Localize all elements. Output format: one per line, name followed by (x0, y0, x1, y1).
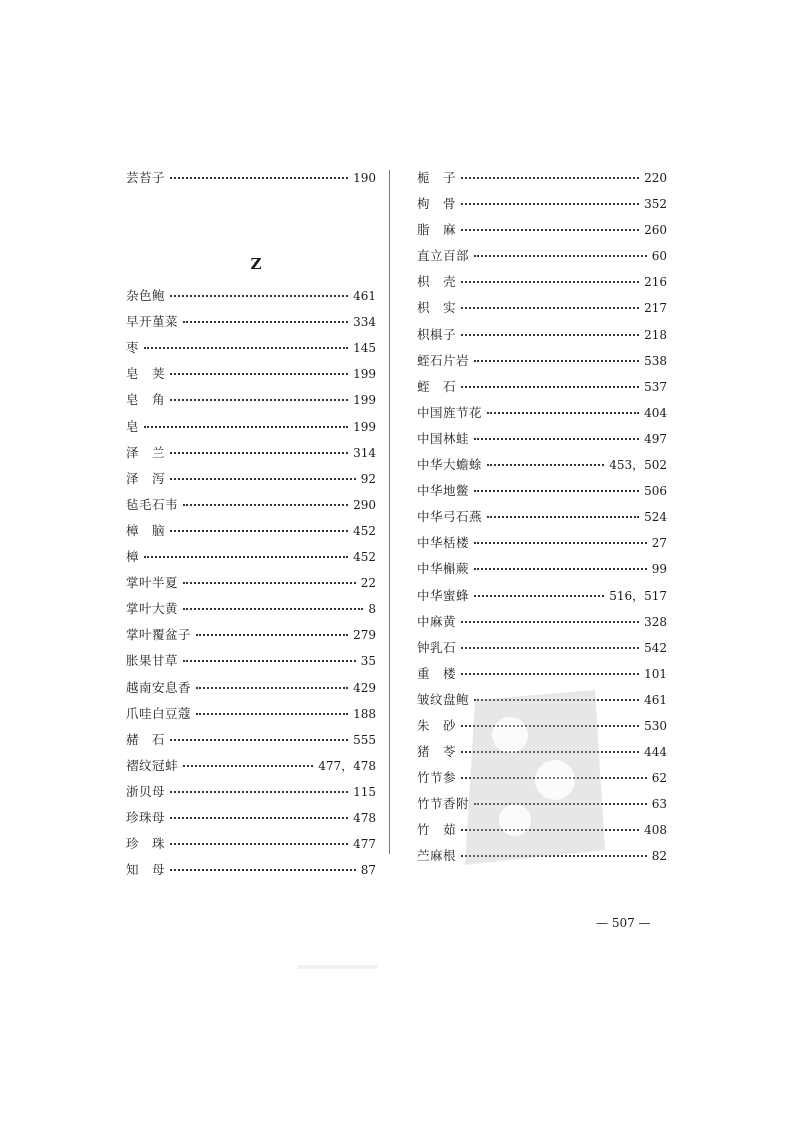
dot-leader (170, 529, 348, 532)
index-entry (126, 547, 376, 573)
dot-leader (170, 790, 348, 793)
entry-page-number: 218 (644, 327, 667, 342)
entry-term: 泽 泻 (126, 470, 166, 486)
index-column-left (126, 168, 376, 886)
entry-term: 枳 实 (417, 300, 457, 316)
entry-term: 竹节香附 (417, 796, 470, 812)
dot-leader (170, 816, 348, 819)
entry-page-number: 461 (353, 289, 376, 304)
entry-term: 苎麻根 (417, 848, 457, 864)
index-entry (126, 834, 376, 860)
entry-term: 枳 壳 (417, 274, 457, 290)
entry-page-number: 290 (353, 497, 376, 512)
entry-term: 珍 珠 (126, 836, 166, 852)
section-gap (126, 194, 376, 248)
entry-term: 樟 (126, 549, 140, 565)
entry-term: 猪 苓 (417, 744, 457, 760)
entry-page-number: 145 (353, 341, 376, 356)
index-entry (417, 194, 667, 220)
entry-page-number: 87 (360, 863, 376, 878)
dot-leader (144, 555, 348, 558)
entry-page-number: 260 (644, 223, 667, 238)
entry-page-number: 35 (360, 654, 376, 669)
entry-page-number: 188 (353, 706, 376, 721)
entry-term: 爪哇白豆蔻 (126, 705, 192, 721)
index-entry (126, 286, 376, 312)
entry-term: 中华大蟾蜍 (417, 457, 483, 473)
dot-leader (474, 594, 604, 597)
entry-page-number: 82 (651, 849, 667, 864)
dot-leader (144, 346, 348, 349)
entry-page-number: 60 (651, 249, 667, 264)
dot-leader (170, 842, 348, 845)
entry-page-number: 22 (360, 576, 376, 591)
entry-page-number: 279 (353, 628, 376, 643)
entry-term: 珍珠母 (126, 809, 166, 825)
index-entry (126, 756, 376, 782)
entry-term: 皂 (126, 418, 140, 434)
dot-leader (461, 280, 639, 283)
entry-term: 胀果甘草 (126, 653, 179, 669)
index-entry (417, 638, 667, 664)
dot-leader (461, 202, 639, 205)
entry-page-number: 538 (644, 353, 667, 368)
entry-page-number: 555 (353, 732, 376, 747)
entry-page-number: 477 (353, 837, 376, 852)
index-entry (417, 272, 667, 298)
dot-leader (144, 425, 348, 428)
entry-page-number: 199 (353, 419, 376, 434)
entry-page-number: 220 (644, 171, 667, 185)
index-entry (417, 664, 667, 690)
watermark-stamp (455, 690, 605, 865)
entry-page-number: 190 (353, 171, 376, 185)
dot-leader (170, 372, 348, 375)
dot-leader (474, 541, 647, 544)
dot-leader (170, 176, 348, 179)
section-letter: Z (250, 255, 262, 274)
entry-page-number: 199 (353, 393, 376, 408)
entry-term: 竹节参 (417, 770, 457, 786)
entry-term: 中国旌节花 (417, 404, 483, 420)
entry-page-number: 314 (353, 445, 376, 460)
page-number: — 507 — (596, 916, 651, 930)
dot-leader (170, 477, 356, 480)
entry-page-number: 404 (644, 405, 667, 420)
dot-leader (461, 385, 639, 388)
index-entry (126, 599, 376, 625)
dot-leader (474, 567, 647, 570)
index-entry (417, 298, 667, 324)
index-entry (417, 168, 667, 194)
entry-term: 直立百部 (417, 248, 470, 264)
dot-leader (461, 306, 639, 309)
dot-leader (170, 868, 356, 871)
entry-term: 越南安息香 (126, 679, 192, 695)
index-entry (417, 429, 667, 455)
entry-page-number: 477，478 (318, 758, 376, 773)
entry-page-number: 352 (644, 197, 667, 212)
entry-page-number: 537 (644, 379, 667, 394)
entry-page-number: 506 (644, 484, 667, 499)
index-entry (126, 678, 376, 704)
entry-page-number: 216 (644, 275, 667, 290)
dot-leader (461, 620, 639, 623)
entry-term: 钟乳石 (417, 639, 457, 655)
entry-term: 中华地鳖 (417, 483, 470, 499)
index-entry (417, 403, 667, 429)
column-divider (389, 170, 390, 854)
index-entry (126, 338, 376, 364)
entry-term: 掌叶大黄 (126, 601, 179, 617)
entry-term: 重 楼 (417, 665, 457, 681)
dot-leader (170, 294, 348, 297)
entry-page-number: 452 (353, 523, 376, 538)
index-entry (417, 455, 667, 481)
dot-leader (474, 359, 639, 362)
dot-leader (461, 672, 639, 675)
entry-term: 毡毛石韦 (126, 496, 179, 512)
entry-term: 枸 骨 (417, 196, 457, 212)
entry-term: 浙贝母 (126, 783, 166, 799)
entry-term: 竹 茹 (417, 822, 457, 838)
entry-term: 枣 (126, 340, 140, 356)
entry-term: 栀 子 (417, 170, 457, 185)
entry-term: 脂 麻 (417, 222, 457, 238)
index-entry (417, 586, 667, 612)
entry-page-number: 101 (644, 666, 667, 681)
index-entry (126, 808, 376, 834)
dot-leader (461, 333, 639, 336)
entry-page-number: 530 (644, 718, 667, 733)
entry-term: 蛭石片岩 (417, 352, 470, 368)
dot-leader (196, 633, 348, 636)
entry-term: 赭 石 (126, 731, 166, 747)
index-entry (126, 417, 376, 443)
entry-page-number: 328 (644, 614, 667, 629)
entry-term: 枳椇子 (417, 326, 457, 342)
entry-page-number: 452 (353, 550, 376, 565)
dot-leader (183, 320, 348, 323)
entry-page-number: 444 (644, 745, 667, 760)
entry-term: 中华槲蕨 (417, 561, 470, 577)
dot-leader (183, 503, 348, 506)
entry-term: 杂色鲍 (126, 288, 166, 304)
index-entry (126, 390, 376, 416)
dot-leader (196, 712, 348, 715)
entry-term: 芸苔子 (126, 170, 166, 185)
dot-leader (474, 489, 639, 492)
entry-page-number: 461 (644, 692, 667, 707)
index-entry (126, 573, 376, 599)
dot-leader (461, 646, 639, 649)
dot-leader (487, 411, 639, 414)
entry-page-number: 334 (353, 315, 376, 330)
index-entry (417, 351, 667, 377)
index-entry (417, 612, 667, 638)
entry-term: 掌叶覆盆子 (126, 627, 192, 643)
dot-leader (487, 515, 639, 518)
entry-page-number: 115 (353, 784, 376, 799)
entry-page-number: 429 (353, 680, 376, 695)
entry-page-number: 99 (651, 562, 667, 577)
left-before-group (126, 168, 376, 194)
index-entry (126, 495, 376, 521)
dot-leader (170, 451, 348, 454)
index-entry (126, 521, 376, 547)
index-entry (417, 325, 667, 351)
entry-page-number: 453，502 (609, 458, 667, 473)
entry-term: 中国林蛙 (417, 430, 470, 446)
index-entry (126, 782, 376, 808)
scan-mark (298, 962, 378, 972)
dot-leader (461, 228, 639, 231)
dot-leader (196, 686, 348, 689)
index-entry (126, 651, 376, 677)
index-entry (417, 246, 667, 272)
index-entry (126, 860, 376, 886)
entry-term: 知 母 (126, 862, 166, 878)
entry-term: 早开堇菜 (126, 314, 179, 330)
index-entry (126, 730, 376, 756)
entry-term: 中华弓石燕 (417, 509, 483, 525)
entry-page-number: 408 (644, 823, 667, 838)
dot-leader (183, 581, 356, 584)
index-entry (126, 364, 376, 390)
entry-term: 中麻黄 (417, 613, 457, 629)
index-entry (126, 443, 376, 469)
entry-term: 皂 荚 (126, 366, 166, 382)
index-entry (126, 168, 376, 194)
entry-term: 皂 角 (126, 392, 166, 408)
left-after-group (126, 286, 376, 886)
dot-leader (183, 659, 356, 662)
entry-page-number: 524 (644, 510, 667, 525)
index-entry (126, 312, 376, 338)
entry-term: 中华栝楼 (417, 535, 470, 551)
dot-leader (183, 764, 313, 767)
entry-term: 樟 脑 (126, 522, 166, 538)
dot-leader (170, 738, 348, 741)
entry-term: 中华蜜蜂 (417, 587, 470, 603)
index-entry (417, 559, 667, 585)
entry-page-number: 92 (360, 471, 376, 486)
entry-term: 掌叶半夏 (126, 575, 179, 591)
index-entry (417, 533, 667, 559)
entry-term: 蛭 石 (417, 378, 457, 394)
entry-page-number: 497 (644, 431, 667, 446)
entry-term: 泽 兰 (126, 444, 166, 460)
entry-page-number: 27 (651, 536, 667, 551)
entry-term: 皱纹盘鲍 (417, 691, 470, 707)
index-entry (417, 220, 667, 246)
entry-term: 褶纹冠蚌 (126, 757, 179, 773)
dot-leader (183, 607, 363, 610)
entry-page-number: 63 (651, 797, 667, 812)
index-entry (417, 377, 667, 403)
entry-page-number: 516，517 (609, 588, 667, 603)
entry-term: 朱 砂 (417, 717, 457, 733)
entry-page-number: 8 (368, 602, 376, 617)
dot-leader (487, 463, 604, 466)
entry-page-number: 217 (644, 301, 667, 316)
index-entry (417, 507, 667, 533)
entry-page-number: 62 (651, 771, 667, 786)
index-entry (126, 704, 376, 730)
index-entry (417, 481, 667, 507)
entry-page-number: 199 (353, 367, 376, 382)
dot-leader (474, 437, 639, 440)
entry-page-number: 542 (644, 640, 667, 655)
dot-leader (461, 176, 639, 179)
entry-page-number: 478 (353, 810, 376, 825)
dot-leader (170, 398, 348, 401)
index-entry (126, 625, 376, 651)
index-entry (126, 469, 376, 495)
dot-leader (474, 254, 647, 257)
